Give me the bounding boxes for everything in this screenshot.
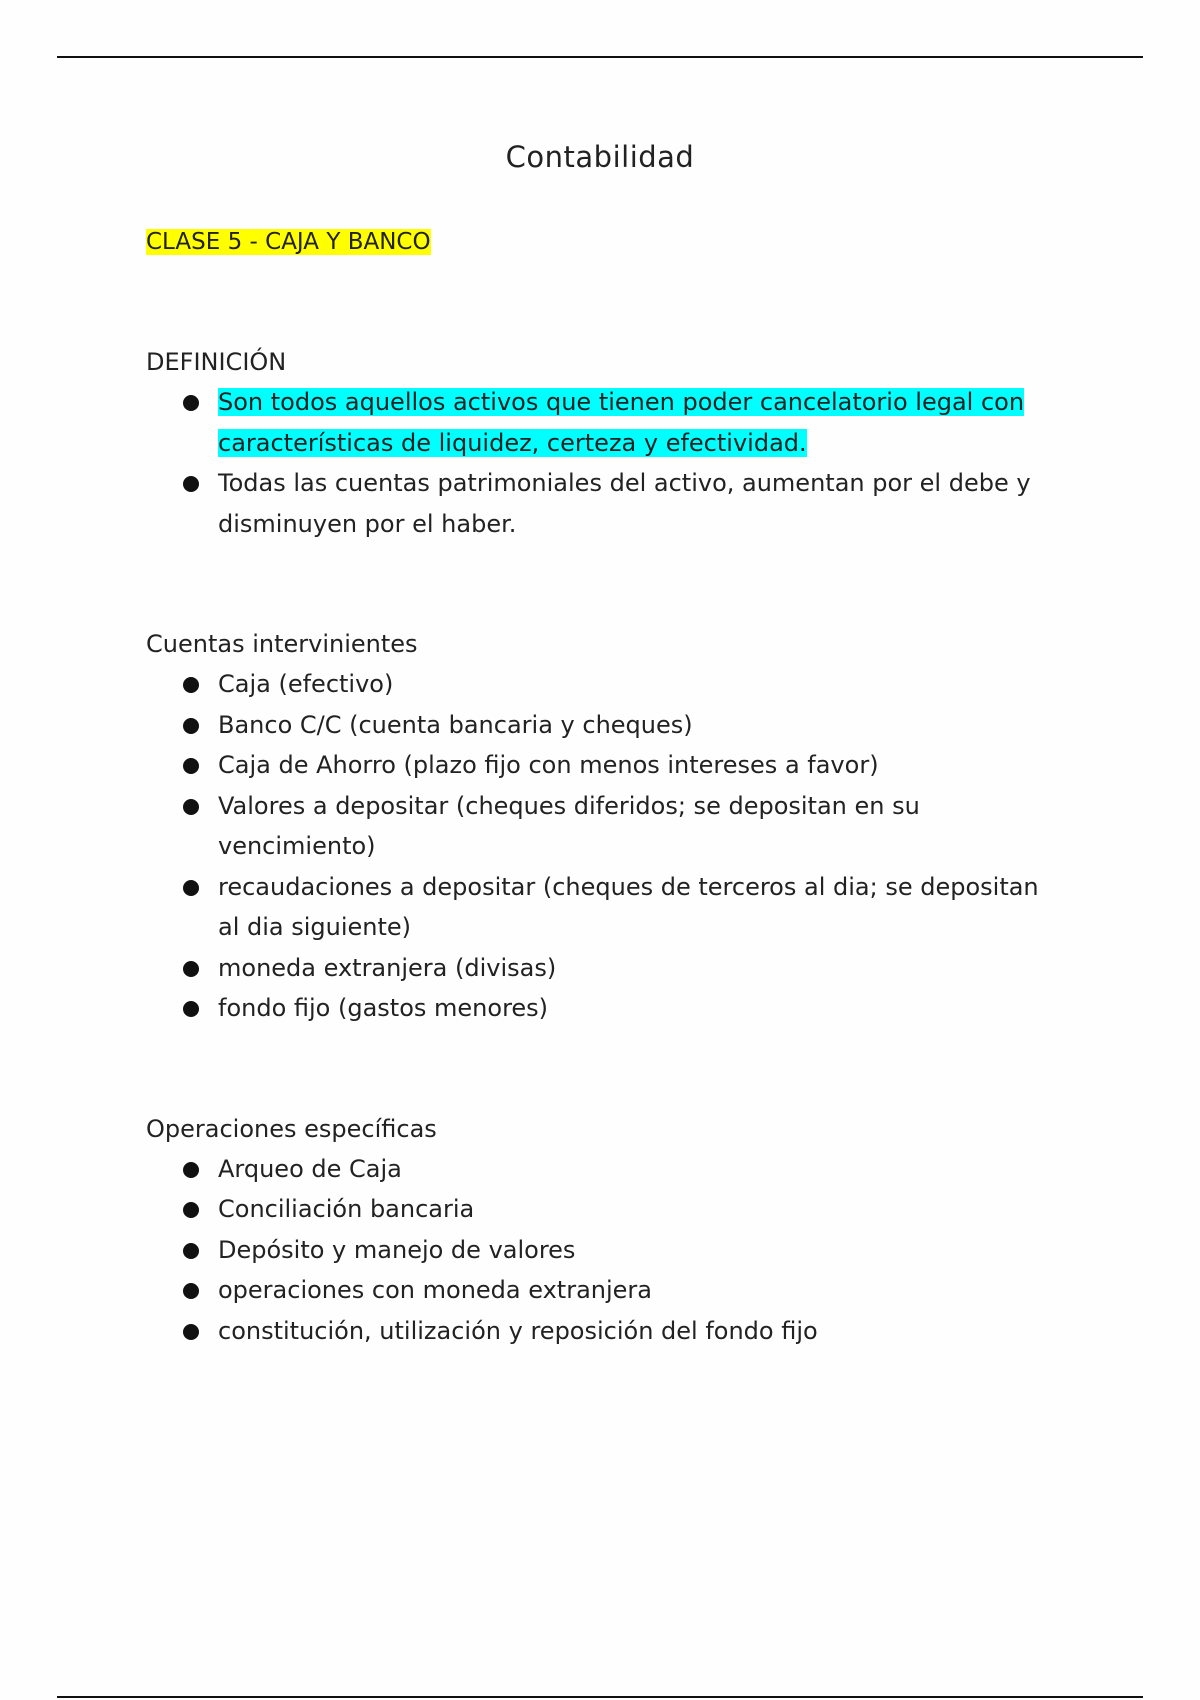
bullet-icon: [183, 961, 199, 977]
list-item-text: constitución, utilización y reposición del fondo fijo: [218, 1316, 818, 1345]
bullet-icon: [183, 1001, 199, 1017]
list-item-text: Conciliación bancaria: [218, 1195, 475, 1223]
list-item: [146, 382, 1066, 463]
list-item: [146, 463, 1066, 544]
cuentas-list: [146, 664, 1066, 1029]
list-item-text: Valores a depositar (cheques diferidos; se depositan en su vencimiento): [218, 791, 920, 860]
bullet-icon: [183, 799, 199, 815]
bullet-icon: [183, 880, 199, 896]
spacer: [146, 544, 1066, 624]
list-item: [146, 664, 1066, 705]
list-item: [146, 948, 1066, 989]
list-item: [146, 1189, 1066, 1230]
bullet-icon: [183, 1162, 199, 1178]
document-title: Contabilidad: [505, 140, 695, 174]
list-item: [146, 745, 1066, 786]
list-item: [146, 705, 1066, 746]
bullet-icon: [183, 1202, 199, 1218]
class-heading: [146, 222, 1066, 262]
bullet-icon: [183, 395, 199, 411]
list-item-text: moneda extranjera (divisas): [218, 953, 557, 982]
list-item: [146, 1149, 1066, 1190]
list-item: [146, 867, 1066, 948]
bottom-rule: [57, 1696, 1143, 1698]
document-body: [146, 222, 1066, 1351]
bullet-icon: [183, 1324, 199, 1340]
list-item: [146, 1230, 1066, 1271]
top-rule: [57, 56, 1143, 58]
list-item-text: fondo fijo (gastos menores): [218, 994, 549, 1022]
definicion-list: [146, 382, 1066, 544]
list-item-text: operaciones con moneda extranjera: [218, 1276, 652, 1304]
list-item-text: Son todos aquellos activos que tienen poder cancelatorio legal con características de liquidez, certeza y efectividad.: [218, 388, 1025, 457]
class-heading-text: CLASE 5 - CAJA Y BANCO: [146, 229, 431, 255]
bullet-icon: [183, 476, 199, 492]
list-item-text: Arqueo de Caja: [218, 1154, 402, 1183]
list-item-text: Caja de Ahorro (plazo fijo con menos intereses a favor): [218, 751, 879, 779]
section-heading-cuentas: Cuentas intervinientes: [146, 630, 418, 658]
operaciones-list: [146, 1149, 1066, 1352]
bullet-icon: [183, 718, 199, 734]
bullet-icon: [183, 1283, 199, 1299]
list-item-text: Todas las cuentas patrimoniales del activo, aumentan por el debe y disminuyen por el haber.: [218, 469, 1031, 538]
bullet-icon: [183, 677, 199, 693]
list-item-text: Banco C/C (cuenta bancaria y cheques): [218, 710, 693, 739]
list-item-text: recaudaciones a depositar (cheques de terceros al dia; se depositan al dia siguiente): [218, 872, 1039, 941]
list-item: [146, 786, 1066, 867]
list-item-text: Caja (efectivo): [218, 670, 394, 698]
bullet-icon: [183, 758, 199, 774]
section-heading-definicion: DEFINICIÓN: [146, 348, 287, 376]
list-item-text: Depósito y manejo de valores: [218, 1235, 576, 1264]
list-item: [146, 1311, 1066, 1352]
list-item: [146, 1270, 1066, 1311]
spacer: [146, 1029, 1066, 1109]
bullet-icon: [183, 1243, 199, 1259]
section-heading-operaciones: Operaciones específicas: [146, 1114, 437, 1143]
list-item: [146, 988, 1066, 1029]
